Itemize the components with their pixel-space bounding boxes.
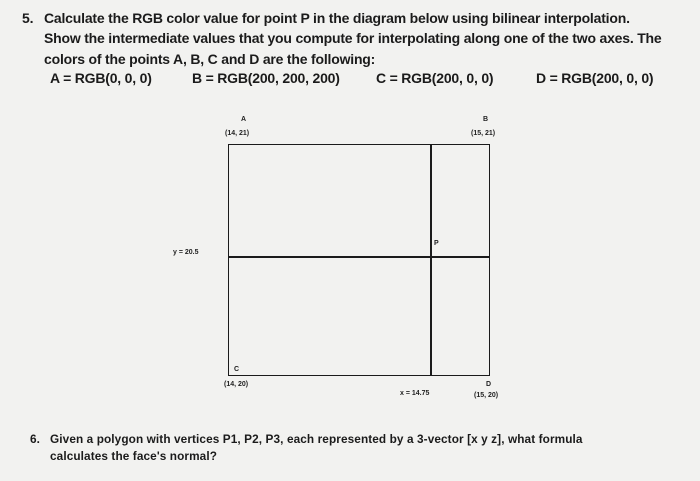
point-d-coord: (15, 20): [474, 392, 499, 399]
question-5-number: 5.: [22, 10, 34, 26]
color-b-value: B = RGB(200, 200, 200): [192, 70, 340, 86]
point-b-coord: (15, 21): [471, 130, 496, 137]
y-value-label: y = 20.5: [173, 249, 199, 256]
color-c-value: C = RGB(200, 0, 0): [376, 70, 494, 86]
question-5-line-2: Show the intermediate values that you compute for interpolating along one of the two axes. The: [44, 30, 662, 46]
color-a-value: A = RGB(0, 0, 0): [50, 70, 152, 86]
question-6-line-1: Given a polygon with vertices P1, P2, P3, each represented by a 3-vector [x y z], what formula: [50, 432, 583, 446]
diagram-square: [228, 144, 490, 376]
x-value-label: x = 14.75: [400, 390, 430, 397]
point-c-coord: (14, 20): [224, 381, 249, 388]
y-interpolation-line: [228, 256, 490, 258]
x-interpolation-line: [430, 144, 432, 376]
point-p-label: P: [434, 240, 439, 247]
question-6-line-2: calculates the face's normal?: [50, 449, 217, 463]
question-5-line-3: colors of the points A, B, C and D are the following:: [44, 51, 376, 67]
point-a-label: A: [241, 116, 247, 123]
point-d-label: D: [486, 381, 492, 388]
point-a-coord: (14, 21): [225, 130, 250, 137]
point-b-label: B: [483, 116, 489, 123]
question-6-number: 6.: [30, 432, 41, 446]
color-d-value: D = RGB(200, 0, 0): [536, 70, 654, 86]
question-5-line-1: Calculate the RGB color value for point P in the diagram below using bilinear interpolation.: [44, 10, 630, 26]
point-c-label: C: [234, 366, 240, 373]
